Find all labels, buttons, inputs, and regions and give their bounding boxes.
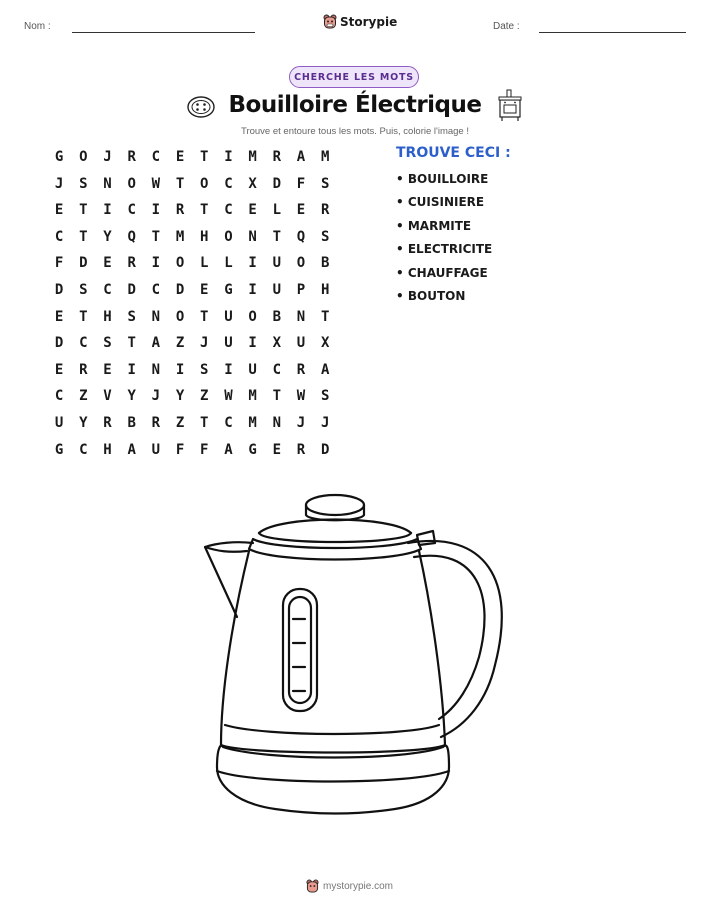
- grid-letter[interactable]: J: [296, 414, 306, 431]
- grid-letter[interactable]: Z: [175, 414, 185, 431]
- grid-letter[interactable]: G: [54, 149, 64, 165]
- grid-letter[interactable]: O: [127, 175, 136, 192]
- grid-letter[interactable]: W: [224, 388, 233, 405]
- grid-letter[interactable]: O: [200, 175, 209, 192]
- grid-letter[interactable]: M: [248, 414, 257, 431]
- grid-letter[interactable]: E: [103, 255, 112, 272]
- grid-letter[interactable]: O: [248, 308, 257, 325]
- grid-letter[interactable]: C: [79, 335, 88, 352]
- grid-letter[interactable]: U: [296, 335, 306, 352]
- grid-letter[interactable]: L: [272, 202, 281, 219]
- grid-letter[interactable]: I: [224, 149, 233, 165]
- grid-letter[interactable]: C: [79, 441, 88, 458]
- grid-letter[interactable]: D: [54, 281, 64, 298]
- grid-letter[interactable]: J: [320, 414, 330, 431]
- grid-row: [47, 413, 337, 440]
- grid-letter[interactable]: T: [200, 202, 209, 219]
- grid-letter[interactable]: S: [79, 175, 88, 192]
- grid-letter[interactable]: Y: [127, 388, 136, 405]
- grid-letter[interactable]: M: [248, 388, 257, 405]
- grid-letter[interactable]: T: [79, 202, 88, 219]
- kettle-illustration: [195, 485, 515, 825]
- grid-letter[interactable]: I: [103, 202, 112, 219]
- grid-letter[interactable]: D: [127, 281, 136, 298]
- grid-letter[interactable]: L: [200, 255, 209, 272]
- grid-letter[interactable]: S: [320, 388, 330, 405]
- grid-letter[interactable]: R: [127, 255, 136, 272]
- grid-letter[interactable]: U: [224, 335, 233, 352]
- grid-letter[interactable]: D: [54, 335, 64, 352]
- grid-letter[interactable]: D: [272, 175, 281, 192]
- grid-letter[interactable]: U: [54, 414, 64, 431]
- grid-letter[interactable]: C: [54, 388, 64, 405]
- grid-letter[interactable]: R: [272, 149, 281, 165]
- brand-logo: [323, 14, 397, 29]
- grid-letter[interactable]: N: [296, 308, 306, 325]
- grid-letter[interactable]: E: [272, 441, 281, 458]
- grid-letter[interactable]: I: [151, 255, 161, 272]
- grid-letter[interactable]: P: [296, 281, 306, 298]
- grid-letter[interactable]: S: [79, 281, 88, 298]
- grid-letter[interactable]: D: [79, 255, 88, 272]
- name-line: [72, 32, 255, 33]
- button-icon: [186, 95, 216, 119]
- grid-letter[interactable]: M: [248, 149, 257, 165]
- grid-letter[interactable]: H: [320, 281, 330, 298]
- grid-letter[interactable]: E: [200, 281, 209, 298]
- grid-letter[interactable]: Y: [103, 228, 112, 245]
- word-item: • BOUILLOIRE: [396, 172, 489, 186]
- grid-letter[interactable]: T: [272, 388, 281, 405]
- footer: [306, 879, 393, 893]
- grid-letter[interactable]: C: [224, 175, 233, 192]
- grid-letter[interactable]: C: [151, 149, 161, 165]
- grid-letter[interactable]: A: [224, 441, 233, 458]
- grid-letter[interactable]: J: [200, 335, 209, 352]
- grid-letter[interactable]: Z: [175, 335, 185, 352]
- grid-letter[interactable]: E: [248, 202, 257, 219]
- page-title: Bouilloire Électrique: [228, 92, 482, 118]
- brand-name: Storypie: [340, 14, 398, 29]
- grid-row: [47, 360, 337, 387]
- grid-letter[interactable]: U: [272, 281, 281, 298]
- grid-letter[interactable]: S: [200, 361, 209, 378]
- grid-letter[interactable]: E: [296, 202, 306, 219]
- grid-letter[interactable]: E: [54, 308, 64, 325]
- word-list: [396, 172, 492, 312]
- instructions: Trouve et entoure tous les mots. Puis, colorie l'image !: [241, 126, 469, 137]
- grid-letter[interactable]: D: [320, 441, 330, 458]
- grid-letter[interactable]: F: [175, 441, 185, 458]
- grid-letter[interactable]: C: [224, 414, 233, 431]
- grid-letter[interactable]: R: [151, 414, 161, 431]
- grid-letter[interactable]: H: [103, 441, 112, 458]
- word-item: • CHAUFFAGE: [396, 265, 488, 280]
- grid-letter[interactable]: E: [54, 361, 64, 378]
- grid-row: [47, 307, 337, 334]
- word-item: • BOUTON: [396, 288, 466, 303]
- grid-letter[interactable]: C: [103, 281, 112, 298]
- grid-letter[interactable]: F: [200, 441, 209, 458]
- grid-letter[interactable]: I: [248, 255, 257, 272]
- name-label: Nom :: [24, 21, 51, 32]
- grid-letter[interactable]: U: [151, 441, 161, 458]
- grid-letter[interactable]: A: [151, 335, 161, 352]
- grid-letter[interactable]: A: [296, 149, 306, 165]
- grid-letter[interactable]: W: [151, 175, 161, 192]
- grid-letter[interactable]: O: [224, 228, 233, 245]
- grid-letter[interactable]: E: [103, 361, 112, 378]
- grid-letter[interactable]: I: [127, 361, 136, 378]
- grid-letter[interactable]: U: [224, 308, 233, 325]
- grid-letter[interactable]: Z: [79, 388, 88, 405]
- grid-letter[interactable]: G: [54, 441, 64, 458]
- word-item: • ELECTRICITE: [396, 242, 493, 257]
- grid-letter[interactable]: X: [272, 335, 281, 352]
- footer-url: mystorypie.com: [323, 880, 394, 892]
- grid-letter[interactable]: C: [224, 202, 233, 219]
- grid-letter[interactable]: H: [200, 228, 209, 245]
- grid-letter[interactable]: C: [54, 228, 64, 245]
- grid-letter[interactable]: N: [103, 175, 112, 192]
- grid-letter[interactable]: N: [151, 308, 161, 325]
- grid-letter[interactable]: I: [224, 361, 233, 378]
- grid-letter[interactable]: S: [103, 335, 112, 352]
- grid-row: [47, 200, 337, 227]
- word-item: • CUISINIERE: [396, 195, 485, 210]
- grid-letter[interactable]: Q: [127, 228, 136, 245]
- grid-letter[interactable]: F: [296, 175, 306, 192]
- grid-letter[interactable]: B: [127, 414, 136, 431]
- grid-letter[interactable]: R: [296, 441, 306, 458]
- grid-letter[interactable]: D: [175, 281, 185, 298]
- grid-letter[interactable]: R: [127, 149, 136, 165]
- grid-letter[interactable]: J: [54, 175, 64, 192]
- grid-row: [47, 440, 337, 467]
- grid-letter[interactable]: Z: [200, 388, 209, 405]
- grid-letter[interactable]: C: [272, 361, 281, 378]
- grid-letter[interactable]: M: [175, 228, 185, 245]
- grid-row: [47, 333, 337, 360]
- grid-letter[interactable]: J: [151, 388, 161, 405]
- grid-row: [47, 386, 337, 413]
- grid-letter[interactable]: V: [103, 388, 112, 405]
- word-list-title: TROUVE CECI :: [396, 145, 511, 161]
- grid-letter[interactable]: I: [175, 361, 185, 378]
- grid-row: [47, 147, 337, 174]
- grid-letter[interactable]: T: [127, 335, 136, 352]
- grid-letter[interactable]: I: [248, 281, 257, 298]
- grid-letter[interactable]: R: [103, 414, 112, 431]
- grid-letter[interactable]: J: [103, 149, 112, 165]
- grid-letter[interactable]: O: [175, 255, 185, 272]
- grid-letter[interactable]: R: [79, 361, 88, 378]
- grid-letter[interactable]: T: [79, 228, 88, 245]
- category-badge: CHERCHE LES MOTS: [289, 66, 419, 88]
- grid-letter[interactable]: U: [272, 255, 281, 272]
- grid-row: [47, 280, 337, 307]
- grid-letter[interactable]: G: [224, 281, 233, 298]
- stove-icon: [496, 87, 524, 123]
- grid-letter[interactable]: Q: [296, 228, 306, 245]
- grid-letter[interactable]: N: [248, 228, 257, 245]
- grid-letter[interactable]: E: [54, 202, 64, 219]
- grid-letter[interactable]: E: [175, 149, 185, 165]
- grid-letter[interactable]: O: [296, 255, 306, 272]
- grid-letter[interactable]: C: [151, 281, 161, 298]
- grid-row: [47, 227, 337, 254]
- grid-letter[interactable]: T: [200, 149, 209, 165]
- grid-letter[interactable]: U: [248, 361, 257, 378]
- grid-letter[interactable]: N: [151, 361, 161, 378]
- grid-letter[interactable]: R: [175, 202, 185, 219]
- grid-letter[interactable]: B: [320, 255, 330, 272]
- grid-letter[interactable]: T: [200, 308, 209, 325]
- grid-letter[interactable]: T: [175, 175, 185, 192]
- grid-letter[interactable]: S: [127, 308, 136, 325]
- grid-letter[interactable]: L: [224, 255, 233, 272]
- grid-letter[interactable]: F: [54, 255, 64, 272]
- grid-row: [47, 253, 337, 280]
- grid-letter[interactable]: S: [320, 228, 330, 245]
- grid-letter[interactable]: O: [79, 149, 88, 165]
- storypie-logo-icon: [323, 14, 337, 29]
- grid-letter[interactable]: X: [320, 335, 330, 352]
- word-search-grid: [47, 147, 337, 466]
- grid-row: [47, 174, 337, 201]
- grid-letter[interactable]: I: [248, 335, 257, 352]
- grid-letter[interactable]: T: [200, 414, 209, 431]
- grid-letter[interactable]: A: [127, 441, 136, 458]
- grid-letter[interactable]: A: [320, 361, 330, 378]
- grid-letter[interactable]: Y: [175, 388, 185, 405]
- storypie-logo-icon: [306, 879, 319, 893]
- grid-letter[interactable]: M: [320, 149, 330, 165]
- grid-letter[interactable]: X: [248, 175, 257, 192]
- grid-letter[interactable]: R: [296, 361, 306, 378]
- grid-letter[interactable]: B: [272, 308, 281, 325]
- grid-letter[interactable]: H: [103, 308, 112, 325]
- word-item: • MARMITE: [396, 218, 472, 233]
- grid-letter[interactable]: N: [272, 414, 281, 431]
- grid-letter[interactable]: R: [320, 202, 330, 219]
- grid-letter[interactable]: T: [320, 308, 330, 325]
- date-line: [539, 32, 686, 33]
- grid-letter[interactable]: C: [127, 202, 136, 219]
- grid-letter[interactable]: T: [151, 228, 161, 245]
- grid-letter[interactable]: I: [151, 202, 161, 219]
- grid-letter[interactable]: T: [272, 228, 281, 245]
- date-label: Date :: [493, 21, 520, 32]
- grid-letter[interactable]: S: [320, 175, 330, 192]
- grid-letter[interactable]: W: [296, 388, 306, 405]
- grid-letter[interactable]: T: [79, 308, 88, 325]
- grid-letter[interactable]: G: [248, 441, 257, 458]
- grid-letter[interactable]: O: [175, 308, 185, 325]
- grid-letter[interactable]: Y: [79, 414, 88, 431]
